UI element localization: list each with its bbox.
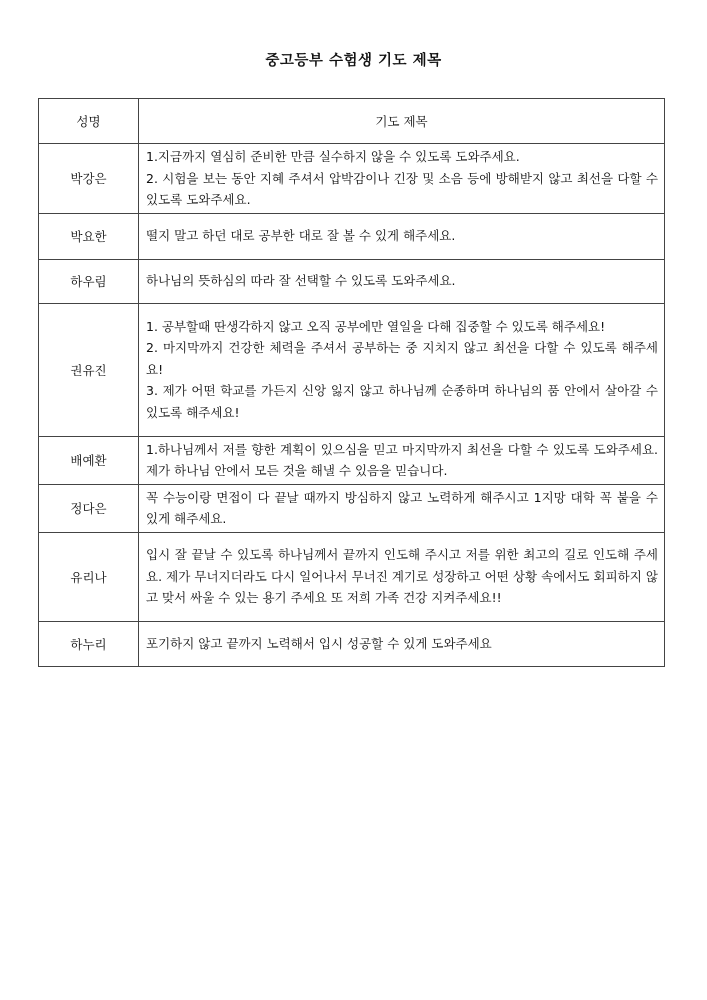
table-row xyxy=(39,484,665,532)
table-row xyxy=(39,621,665,666)
prayer-line: 하나님의 뜻하심의 따라 잘 선택할 수 있도록 도와주세요. xyxy=(146,273,456,289)
row-prayer xyxy=(139,484,665,532)
row-name: 하우림 xyxy=(39,259,139,303)
row-name: 하누리 xyxy=(39,621,139,666)
header-prayer-title: 기도 제목 xyxy=(139,99,665,144)
table-row xyxy=(39,532,665,621)
table-row xyxy=(39,259,665,303)
prayer-line: 3. 제가 어떤 학교를 가든지 신앙 잃지 않고 하나님께 순종하며 하나님의 품 안에서 살아갈 수 있도록 해주세요! xyxy=(146,383,658,420)
prayer-line: 1. 공부할때 딴생각하지 않고 오직 공부에만 열일을 다해 집중할 수 있도록 해주세요! xyxy=(146,318,606,334)
prayer-line: 떨지 말고 하던 대로 공부한 대로 잘 볼 수 있게 해주세요. xyxy=(146,228,456,244)
prayer-line: 2. 시험을 보는 동안 지혜 주셔서 압박감이나 긴장 및 소음 등에 방해받지 않고 최선을 다할 수 있도록 도와주세요. xyxy=(146,170,658,207)
row-name: 박요한 xyxy=(39,213,139,259)
header-name: 성명 xyxy=(39,99,139,144)
row-prayer xyxy=(139,621,665,666)
row-name: 권유진 xyxy=(39,303,139,436)
table-row xyxy=(39,436,665,484)
page-title: 중고등부 수험생 기도 제목 xyxy=(265,53,442,69)
row-name: 유리나 xyxy=(39,532,139,621)
row-name: 박강은 xyxy=(39,144,139,214)
prayer-line: 1.지금까지 열심히 준비한 만큼 실수하지 않을 수 있도록 도와주세요. xyxy=(146,149,520,164)
table-row xyxy=(39,213,665,259)
table-row xyxy=(39,144,665,214)
prayer-line: 꼭 수능이랑 면접이 다 끝날 때까지 방심하지 않고 노력하게 해주시고 1지망 대학 꼭 붙을 수 있게 해주세요. xyxy=(146,489,658,526)
row-prayer xyxy=(139,436,665,484)
row-prayer xyxy=(139,259,665,303)
prayer-table xyxy=(38,98,665,667)
table-header-row xyxy=(39,99,665,144)
prayer-line: 입시 잘 끝날 수 있도록 하나님께서 끝까지 인도해 주시고 저를 위한 최고의 길로 인도해 주세요. 제가 무너지더라도 다시 일어나서 무너진 계기로 성장하고 어떤 상황 속에서도 회피하지 않고 맞서 싸울 수 있는 용기 주세요 또 저희 가족 건강 지켜주세요!! xyxy=(146,547,658,606)
row-name: 정다은 xyxy=(39,484,139,532)
table-row xyxy=(39,303,665,436)
row-prayer xyxy=(139,144,665,214)
row-prayer xyxy=(139,532,665,621)
row-prayer xyxy=(139,213,665,259)
prayer-line: 2. 마지막까지 건강한 체력을 주셔서 공부하는 중 지치지 않고 최선을 다할 수 있도록 해주세요! xyxy=(146,340,658,377)
prayer-line: 포기하지 않고 끝까지 노력해서 입시 성공할 수 있게 도와주세요 xyxy=(146,635,492,651)
prayer-line: 1.하나님께서 저를 향한 계획이 있으심을 믿고 마지막까지 최선을 다할 수 있도록 도와주세요. 제가 하나님 안에서 모든 것을 해낼 수 있음을 믿습니다. xyxy=(146,441,658,478)
row-name: 배예환 xyxy=(39,436,139,484)
row-prayer xyxy=(139,303,665,436)
